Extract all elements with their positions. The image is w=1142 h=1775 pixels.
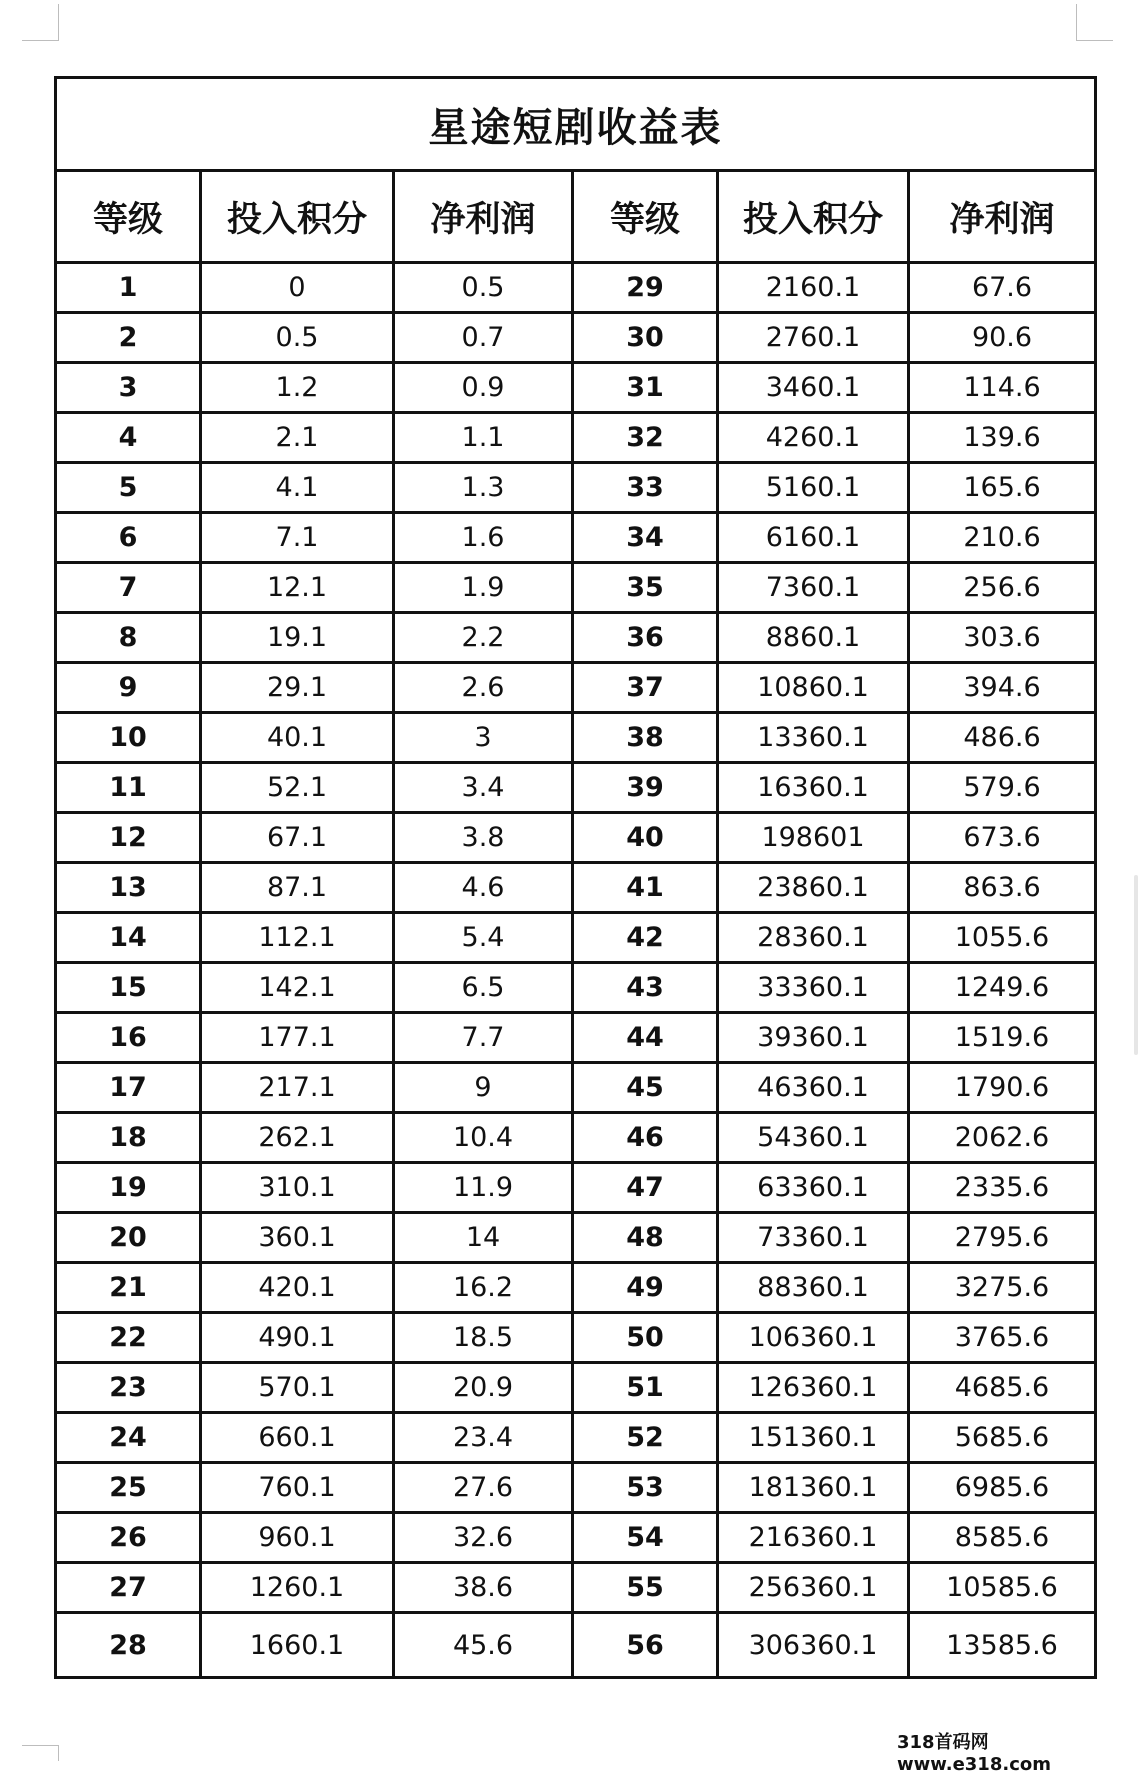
profit-cell: 6985.6 (909, 1463, 1096, 1513)
table-body (56, 263, 1096, 1678)
page-corner-mark-top-left (22, 4, 59, 41)
table-row (56, 1463, 1096, 1513)
profit-cell: 45.6 (394, 1613, 573, 1678)
level-cell: 23 (56, 1363, 201, 1413)
table-row (56, 1363, 1096, 1413)
header-level: 等级 (573, 171, 718, 263)
profit-cell: 1055.6 (909, 913, 1096, 963)
table-row (56, 1013, 1096, 1063)
points-cell: 198601 (718, 813, 909, 863)
points-cell: 2760.1 (718, 313, 909, 363)
header-level: 等级 (56, 171, 201, 263)
table-row (56, 363, 1096, 413)
profit-cell: 14 (394, 1213, 573, 1263)
level-cell: 30 (573, 313, 718, 363)
profit-cell: 3765.6 (909, 1313, 1096, 1363)
profit-cell: 90.6 (909, 313, 1096, 363)
level-cell: 12 (56, 813, 201, 863)
points-cell: 52.1 (201, 763, 394, 813)
profit-cell: 13585.6 (909, 1613, 1096, 1678)
level-cell: 43 (573, 963, 718, 1013)
points-cell: 0 (201, 263, 394, 313)
points-cell: 7.1 (201, 513, 394, 563)
level-cell: 37 (573, 663, 718, 713)
table-row (56, 1213, 1096, 1263)
points-cell: 33360.1 (718, 963, 909, 1013)
table-row (56, 963, 1096, 1013)
profit-cell: 2335.6 (909, 1163, 1096, 1213)
points-cell: 177.1 (201, 1013, 394, 1063)
points-cell: 181360.1 (718, 1463, 909, 1513)
points-cell: 10860.1 (718, 663, 909, 713)
points-cell: 151360.1 (718, 1413, 909, 1463)
level-cell: 42 (573, 913, 718, 963)
level-cell: 39 (573, 763, 718, 813)
points-cell: 570.1 (201, 1363, 394, 1413)
profit-cell: 5685.6 (909, 1413, 1096, 1463)
level-cell: 41 (573, 863, 718, 913)
level-cell: 6 (56, 513, 201, 563)
profit-cell: 9 (394, 1063, 573, 1113)
page-corner-mark-top-right (1076, 4, 1113, 41)
level-cell: 46 (573, 1113, 718, 1163)
points-cell: 660.1 (201, 1413, 394, 1463)
level-cell: 45 (573, 1063, 718, 1113)
points-cell: 256360.1 (718, 1563, 909, 1613)
points-cell: 88360.1 (718, 1263, 909, 1313)
points-cell: 7360.1 (718, 563, 909, 613)
points-cell: 23860.1 (718, 863, 909, 913)
points-cell: 310.1 (201, 1163, 394, 1213)
profit-cell: 27.6 (394, 1463, 573, 1513)
points-cell: 112.1 (201, 913, 394, 963)
profit-cell: 394.6 (909, 663, 1096, 713)
profit-cell: 23.4 (394, 1413, 573, 1463)
level-cell: 48 (573, 1213, 718, 1263)
profit-cell: 2062.6 (909, 1113, 1096, 1163)
profit-cell: 10585.6 (909, 1563, 1096, 1613)
profit-cell: 1790.6 (909, 1063, 1096, 1113)
table-row (56, 1563, 1096, 1613)
level-cell: 54 (573, 1513, 718, 1563)
points-cell: 1.2 (201, 363, 394, 413)
level-cell: 50 (573, 1313, 718, 1363)
points-cell: 3460.1 (718, 363, 909, 413)
level-cell: 35 (573, 563, 718, 613)
points-cell: 54360.1 (718, 1113, 909, 1163)
level-cell: 49 (573, 1263, 718, 1313)
table-row (56, 863, 1096, 913)
profit-cell: 3 (394, 713, 573, 763)
points-cell: 67.1 (201, 813, 394, 863)
profit-cell: 18.5 (394, 1313, 573, 1363)
table-row (56, 263, 1096, 313)
table-row (56, 763, 1096, 813)
table-row (56, 1063, 1096, 1113)
profit-cell: 10.4 (394, 1113, 573, 1163)
profit-cell: 2.2 (394, 613, 573, 663)
profit-cell: 114.6 (909, 363, 1096, 413)
points-cell: 262.1 (201, 1113, 394, 1163)
profit-cell: 7.7 (394, 1013, 573, 1063)
table-row (56, 1163, 1096, 1213)
level-cell: 1 (56, 263, 201, 313)
profit-cell: 0.9 (394, 363, 573, 413)
points-cell: 126360.1 (718, 1363, 909, 1413)
points-cell: 1260.1 (201, 1563, 394, 1613)
profit-cell: 579.6 (909, 763, 1096, 813)
level-cell: 21 (56, 1263, 201, 1313)
points-cell: 760.1 (201, 1463, 394, 1513)
level-cell: 52 (573, 1413, 718, 1463)
level-cell: 15 (56, 963, 201, 1013)
table-header-row (56, 171, 1096, 263)
level-cell: 36 (573, 613, 718, 663)
points-cell: 39360.1 (718, 1013, 909, 1063)
level-cell: 29 (573, 263, 718, 313)
profit-cell: 67.6 (909, 263, 1096, 313)
profit-cell: 4685.6 (909, 1363, 1096, 1413)
level-cell: 4 (56, 413, 201, 463)
level-cell: 18 (56, 1113, 201, 1163)
table-row (56, 1413, 1096, 1463)
profit-cell: 3275.6 (909, 1263, 1096, 1313)
level-cell: 27 (56, 1563, 201, 1613)
profit-cell: 16.2 (394, 1263, 573, 1313)
profit-cell: 1.3 (394, 463, 573, 513)
profit-cell: 210.6 (909, 513, 1096, 563)
level-cell: 5 (56, 463, 201, 513)
level-cell: 25 (56, 1463, 201, 1513)
level-cell: 26 (56, 1513, 201, 1563)
profit-cell: 3.4 (394, 763, 573, 813)
table-row (56, 463, 1096, 513)
points-cell: 490.1 (201, 1313, 394, 1363)
level-cell: 34 (573, 513, 718, 563)
points-cell: 13360.1 (718, 713, 909, 763)
profit-cell: 1.6 (394, 513, 573, 563)
points-cell: 8860.1 (718, 613, 909, 663)
table-row (56, 313, 1096, 363)
profit-cell: 4.6 (394, 863, 573, 913)
level-cell: 33 (573, 463, 718, 513)
level-cell: 38 (573, 713, 718, 763)
profit-cell: 0.7 (394, 313, 573, 363)
table-row (56, 1513, 1096, 1563)
earnings-table-wrapper (54, 76, 1094, 1679)
profit-cell: 863.6 (909, 863, 1096, 913)
level-cell: 13 (56, 863, 201, 913)
profit-cell: 20.9 (394, 1363, 573, 1413)
profit-cell: 673.6 (909, 813, 1096, 863)
points-cell: 306360.1 (718, 1613, 909, 1678)
level-cell: 24 (56, 1413, 201, 1463)
profit-cell: 8585.6 (909, 1513, 1096, 1563)
table-row (56, 1263, 1096, 1313)
profit-cell: 11.9 (394, 1163, 573, 1213)
points-cell: 16360.1 (718, 763, 909, 813)
profit-cell: 139.6 (909, 413, 1096, 463)
profit-cell: 38.6 (394, 1563, 573, 1613)
points-cell: 960.1 (201, 1513, 394, 1563)
points-cell: 106360.1 (718, 1313, 909, 1363)
level-cell: 53 (573, 1463, 718, 1513)
profit-cell: 1.1 (394, 413, 573, 463)
table-row (56, 1613, 1096, 1678)
header-points: 投入积分 (201, 171, 394, 263)
header-profit: 净利润 (909, 171, 1096, 263)
table-row (56, 813, 1096, 863)
points-cell: 360.1 (201, 1213, 394, 1263)
level-cell: 47 (573, 1163, 718, 1213)
points-cell: 40.1 (201, 713, 394, 763)
profit-cell: 3.8 (394, 813, 573, 863)
level-cell: 40 (573, 813, 718, 863)
level-cell: 2 (56, 313, 201, 363)
table-row (56, 613, 1096, 663)
level-cell: 32 (573, 413, 718, 463)
points-cell: 420.1 (201, 1263, 394, 1313)
points-cell: 1660.1 (201, 1613, 394, 1678)
table-row (56, 563, 1096, 613)
points-cell: 73360.1 (718, 1213, 909, 1263)
profit-cell: 0.5 (394, 263, 573, 313)
level-cell: 31 (573, 363, 718, 413)
profit-cell: 1.9 (394, 563, 573, 613)
level-cell: 55 (573, 1563, 718, 1613)
points-cell: 4260.1 (718, 413, 909, 463)
points-cell: 5160.1 (718, 463, 909, 513)
table-row (56, 413, 1096, 463)
points-cell: 2.1 (201, 413, 394, 463)
header-points: 投入积分 (718, 171, 909, 263)
level-cell: 7 (56, 563, 201, 613)
profit-cell: 32.6 (394, 1513, 573, 1563)
table-row (56, 663, 1096, 713)
level-cell: 20 (56, 1213, 201, 1263)
level-cell: 17 (56, 1063, 201, 1113)
points-cell: 19.1 (201, 613, 394, 663)
points-cell: 29.1 (201, 663, 394, 713)
level-cell: 51 (573, 1363, 718, 1413)
level-cell: 16 (56, 1013, 201, 1063)
level-cell: 56 (573, 1613, 718, 1678)
points-cell: 63360.1 (718, 1163, 909, 1213)
table-title: 星途短剧收益表 (56, 78, 1096, 171)
scrollbar[interactable] (1134, 875, 1138, 1055)
level-cell: 44 (573, 1013, 718, 1063)
table-row (56, 713, 1096, 763)
level-cell: 9 (56, 663, 201, 713)
table-row (56, 913, 1096, 963)
points-cell: 2160.1 (718, 263, 909, 313)
earnings-table (54, 76, 1097, 1679)
points-cell: 12.1 (201, 563, 394, 613)
profit-cell: 303.6 (909, 613, 1096, 663)
points-cell: 28360.1 (718, 913, 909, 963)
level-cell: 14 (56, 913, 201, 963)
points-cell: 87.1 (201, 863, 394, 913)
table-row (56, 1113, 1096, 1163)
table-row (56, 513, 1096, 563)
level-cell: 3 (56, 363, 201, 413)
table-row (56, 1313, 1096, 1363)
profit-cell: 165.6 (909, 463, 1096, 513)
profit-cell: 2795.6 (909, 1213, 1096, 1263)
points-cell: 6160.1 (718, 513, 909, 563)
profit-cell: 6.5 (394, 963, 573, 1013)
points-cell: 0.5 (201, 313, 394, 363)
profit-cell: 1249.6 (909, 963, 1096, 1013)
level-cell: 19 (56, 1163, 201, 1213)
profit-cell: 1519.6 (909, 1013, 1096, 1063)
profit-cell: 256.6 (909, 563, 1096, 613)
points-cell: 216360.1 (718, 1513, 909, 1563)
header-profit: 净利润 (394, 171, 573, 263)
profit-cell: 2.6 (394, 663, 573, 713)
watermark: 318首码网 www.e318.com (897, 1732, 1051, 1775)
profit-cell: 486.6 (909, 713, 1096, 763)
level-cell: 11 (56, 763, 201, 813)
profit-cell: 5.4 (394, 913, 573, 963)
level-cell: 22 (56, 1313, 201, 1363)
points-cell: 4.1 (201, 463, 394, 513)
points-cell: 46360.1 (718, 1063, 909, 1113)
page-corner-mark-bottom-left (22, 1745, 59, 1761)
points-cell: 142.1 (201, 963, 394, 1013)
level-cell: 8 (56, 613, 201, 663)
level-cell: 28 (56, 1613, 201, 1678)
points-cell: 217.1 (201, 1063, 394, 1113)
level-cell: 10 (56, 713, 201, 763)
